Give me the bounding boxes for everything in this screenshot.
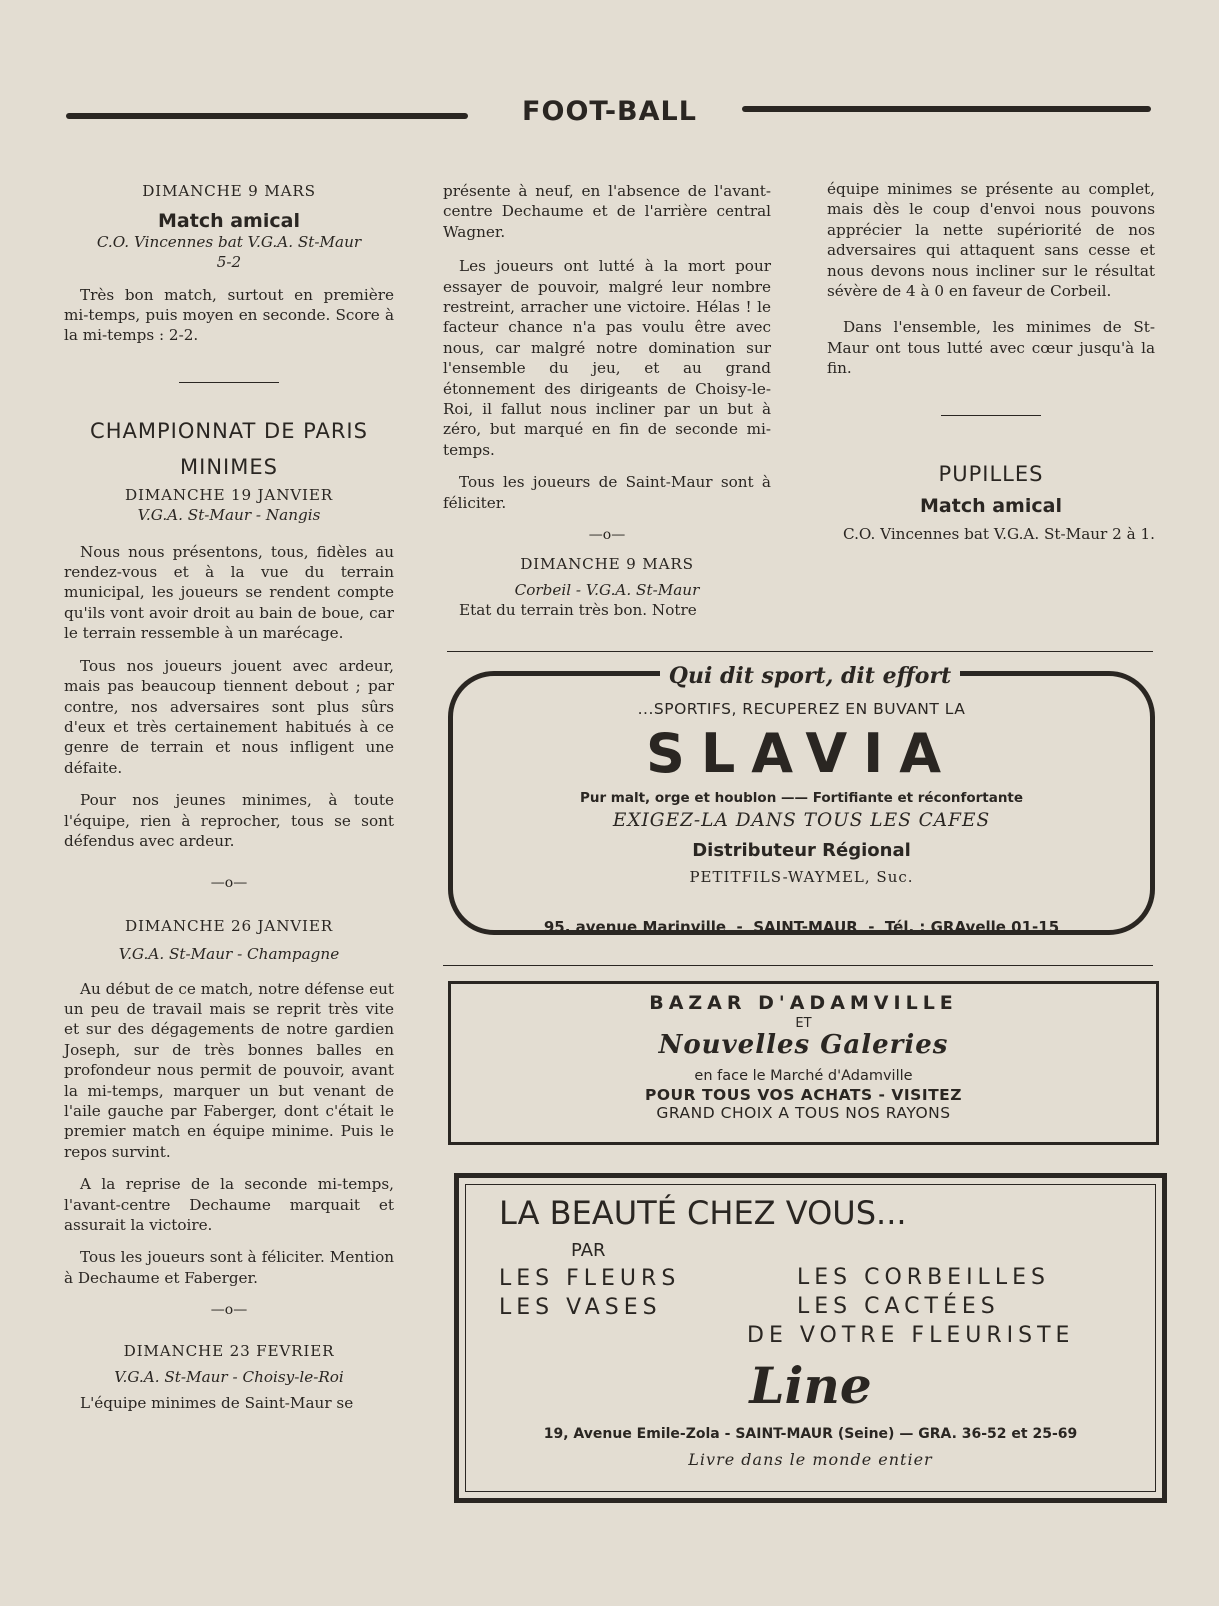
- ad-line: PAR: [571, 1240, 606, 1261]
- section-subtitle: Match amical: [920, 494, 1062, 517]
- divider: [179, 382, 279, 383]
- ad-line: GRAND CHOIX A TOUS NOS RAYONS: [656, 1104, 951, 1122]
- match-teams: C.O. Vincennes bat V.G.A. St-Maur: [96, 232, 362, 251]
- ad-line: POUR TOUS VOS ACHATS - VISITEZ: [644, 1086, 962, 1104]
- ad-address: 95, avenue Marinville - SAINT-MAUR - Tél. : GRAvelle 01-15: [543, 918, 1060, 936]
- paragraph: Tous les joueurs sont à féliciter. Mention à Dechaume et Faberger.: [64, 1248, 394, 1287]
- page-title: FOOT-BALL: [522, 96, 697, 127]
- separator: —o—: [588, 527, 626, 544]
- separator: —o—: [210, 875, 248, 892]
- match-score: 5-2: [216, 253, 242, 272]
- slavia-advertisement: [448, 671, 1155, 935]
- ad-line: Nouvelles Galeries: [658, 1030, 949, 1060]
- section-date: DIMANCHE 23 FEVRIER: [123, 1341, 335, 1360]
- section-heading: PUPILLES: [938, 461, 1044, 486]
- paragraph: Pour nos jeunes minimes, à toute l'équipe, rien à reprocher, tous se sont défendus avec ardeur.: [64, 791, 394, 850]
- paragraph: Etat du terrain très bon. Notre: [459, 601, 697, 620]
- ad-line: EXIGEZ-LA DANS TOUS LES CAFES: [612, 810, 991, 831]
- separator: —o—: [210, 1302, 248, 1319]
- ad-line: LES CACTÉES: [797, 1294, 1000, 1319]
- fleuriste-brand: Line: [749, 1356, 872, 1415]
- ad-line: Pur malt, orge et houblon —— Fortifiante et réconfortante: [579, 790, 1024, 806]
- ad-rule: [447, 651, 1153, 652]
- paragraph: L'équipe minimes de Saint-Maur se: [80, 1394, 354, 1413]
- match-teams: Corbeil - V.G.A. St-Maur: [514, 580, 700, 599]
- match-teams: V.G.A. St-Maur - Choisy-le-Roi: [114, 1368, 344, 1387]
- paragraph: équipe minimes se présente au complet, mais dès le coup d'envoi nous pouvons apprécier la nette supériorité de nos adversaires qui attaquent sans cesse et nous devons nous incliner sur le résultat sévère de 4 à 0 en faveur de Corbeil.: [827, 180, 1155, 301]
- section-date: DIMANCHE 9 MARS: [142, 182, 316, 200]
- bazar-advertisement: [448, 981, 1159, 1145]
- paragraph: C.O. Vincennes bat V.G.A. St-Maur 2 à 1.: [843, 525, 1155, 544]
- section-heading: CHAMPIONNAT DE PARIS: [90, 418, 368, 443]
- ad-line: ...SPORTIFS, RECUPEREZ EN BUVANT LA: [637, 700, 966, 718]
- ad-line: PETITFILS-WAYMEL, Suc.: [689, 868, 914, 886]
- section-heading: MINIMES: [180, 454, 278, 479]
- ad-rule: [443, 965, 1153, 966]
- paragraph: Très bon match, surtout en première mi-temps, puis moyen en seconde. Score à la mi-temps : 2-2.: [64, 285, 394, 345]
- column-1: [64, 181, 394, 1426]
- paragraph: Tous les joueurs de Saint-Maur sont à féliciter.: [443, 473, 771, 512]
- ad-address: 19, Avenue Emile-Zola - SAINT-MAUR (Seine) — GRA. 36-52 et 25-69: [543, 1426, 1078, 1442]
- section-date: DIMANCHE 9 MARS: [520, 554, 694, 573]
- ad-line: LES CORBEILLES: [797, 1265, 1050, 1290]
- slavia-slogan: Qui dit sport, dit effort: [660, 663, 960, 689]
- paragraph: Tous nos joueurs jouent avec ardeur, mais pas beaucoup tiennent debout ; par contre, nos adversaires sont plus sûrs d'eux et très certainement habitués à ce genre de terrain et nous infligent une défaite.: [64, 656, 394, 777]
- paragraph: présente à neuf, en l'absence de l'avant-centre Dechaume et de l'arrière central Wagner.: [443, 182, 771, 241]
- column-2: [443, 181, 771, 633]
- paragraph: Au début de ce match, notre défense eut un peu de travail mais se reprit très vite et sur des dégagements de notre gardien Joseph, sur de très bonnes balles en profondeur nous permit de pouvoir, avant la mi-temps, marquer un but venant de l'aile gauche par Faberger, dont c'était le premier match en équipe minime. Puis le repos survint.: [64, 979, 394, 1161]
- ad-line: Distributeur Régional: [692, 840, 911, 861]
- ad-line: LES FLEURS: [499, 1266, 681, 1291]
- match-teams: V.G.A. St-Maur - Nangis: [137, 506, 321, 525]
- divider: [941, 415, 1041, 416]
- column-3: [827, 179, 1155, 556]
- ad-headline: LA BEAUTÉ CHEZ VOUS...: [499, 1194, 907, 1232]
- section-date: DIMANCHE 19 JANVIER: [125, 485, 333, 504]
- section-subtitle: Match amical: [158, 210, 300, 233]
- fleuriste-advertisement: [454, 1173, 1167, 1503]
- paragraph: Dans l'ensemble, les minimes de St-Maur ont tous lutté avec cœur jusqu'à la fin.: [827, 318, 1155, 378]
- ad-line: ET: [795, 1016, 812, 1031]
- ad-line: LES VASES: [499, 1295, 662, 1320]
- paragraph: A la reprise de la seconde mi-temps, l'avant-centre Dechaume marquait et assurait la victoire.: [64, 1175, 394, 1235]
- slavia-logo: SLAVIA: [645, 722, 958, 785]
- ad-line: DE VOTRE FLEURISTE: [747, 1323, 1075, 1348]
- match-teams: V.G.A. St-Maur - Champagne: [118, 945, 340, 964]
- ad-tagline: Livre dans le monde entier: [688, 1450, 933, 1469]
- ad-line: en face le Marché d'Adamville: [694, 1068, 913, 1084]
- paragraph: Nous nous présentons, tous, fidèles au rendez-vous et à la vue du terrain municipal, les joueurs se rendent compte qu'ils vont avoir droit au bain de boue, car le terrain ressemble à un marécage.: [64, 542, 394, 643]
- section-date: DIMANCHE 26 JANVIER: [125, 916, 333, 935]
- ad-line: BAZAR D'ADAMVILLE: [649, 992, 958, 1014]
- paragraph: Les joueurs ont lutté à la mort pour essayer de pouvoir, malgré leur nombre restreint, arracher une victoire. Hélas ! le facteur chance n'a pas voulu être avec nous, car malgré notre domination sur l'ensemble du jeu, et au grand étonnement des dirigeants de Choisy-le-Roi, il fallut nous incliner par un but à zéro, but marqué en fin de seconde mi-temps.: [443, 257, 771, 459]
